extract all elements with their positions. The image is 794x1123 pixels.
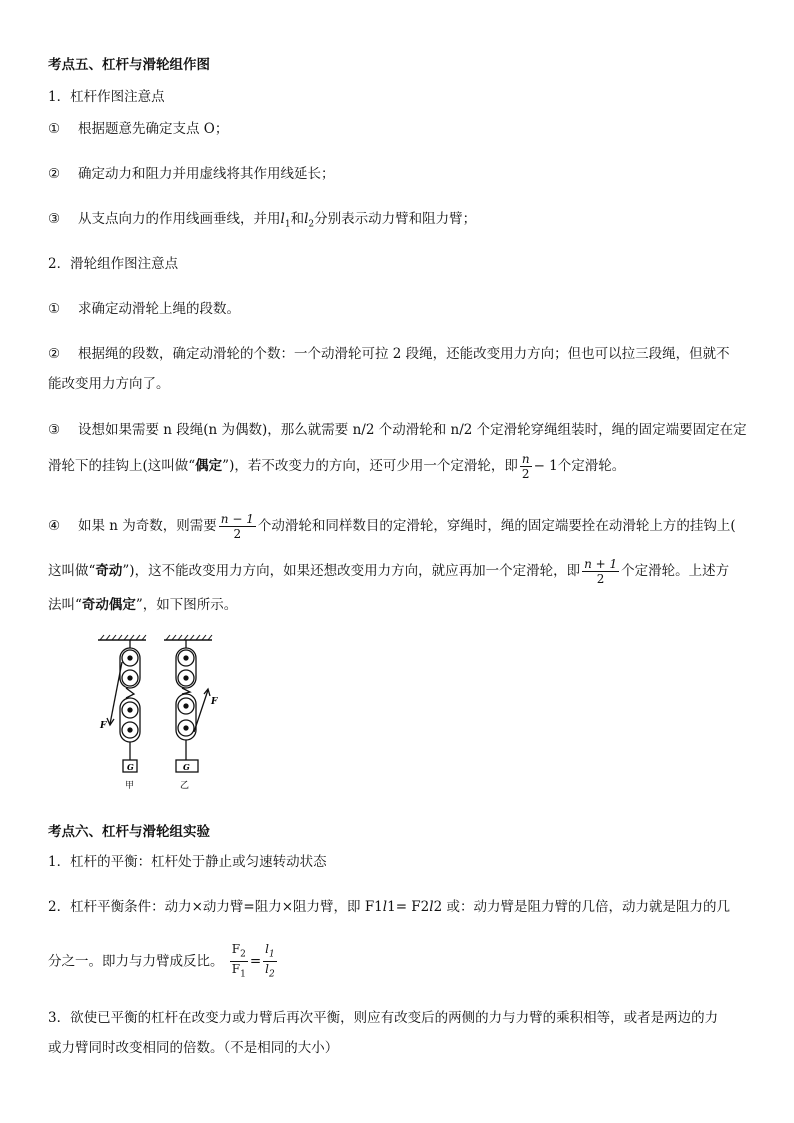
item-text: 个动滑轮和同样数目的定滑轮，穿绳时，绳的固定端要拴在动滑轮上方的挂钩上( xyxy=(257,518,736,534)
fraction-n-minus-1-over-2 xyxy=(219,512,256,541)
pulley-item-1 xyxy=(48,299,240,319)
item-text: 1= F2 xyxy=(387,899,430,915)
item-text: 分之一。即力与力臂成反比。 xyxy=(48,953,224,970)
subscript: 2 xyxy=(240,949,246,960)
item-text: 如果 n 为奇数，则需要 xyxy=(78,518,217,534)
item-text: 和 xyxy=(290,211,305,227)
subscript: 1 xyxy=(269,949,275,960)
caption-left: 甲 xyxy=(125,781,135,791)
section5-heading2: 2．滑轮组作图注意点 xyxy=(48,256,179,272)
item-text: ”)，这不能改变用力方向，如果还想改变用力方向，就应再加一个定滑轮，即 xyxy=(122,563,581,579)
item-marker: ④ xyxy=(48,518,61,534)
equals-sign: = xyxy=(249,953,262,970)
fraction-l1-over-l2 xyxy=(263,942,277,982)
pulley-set-right xyxy=(176,640,210,772)
pulley-item-3-line1 xyxy=(48,420,747,440)
pulley-set-left xyxy=(107,640,140,772)
fraction-denominator xyxy=(263,962,277,981)
symbol-l1: l xyxy=(280,211,285,227)
ceiling-left xyxy=(98,635,146,640)
pulley-item-4-line2 xyxy=(48,557,729,586)
section6-item-3-line1: 3．欲使已平衡的杠杆在改变力或力臂后再次平衡，则应有改变后的两侧的力与力臂的乘积相等，或者是两边的力 xyxy=(48,1010,719,1026)
ceiling-right xyxy=(164,635,212,640)
term-jidong-ouding: 奇动偶定 xyxy=(81,597,136,613)
section5-title: 考点五、杠杆与滑轮组作图 xyxy=(48,57,210,73)
item-marker: ③ xyxy=(48,211,61,227)
fraction-f2-over-f1 xyxy=(230,942,248,982)
formula-text: − 1 xyxy=(533,458,558,474)
item-text: 确定动力和阻力并用虚线将其作用线延长； xyxy=(78,166,335,182)
item-1 xyxy=(48,119,228,139)
section6-item-3-line2: 或力臂同时改变相同的倍数。（不是相同的大小） xyxy=(48,1040,339,1056)
item-text: 根据绳的段数，确定动滑轮的个数：一个动滑轮可拉 2 段绳，还能改变用力方向；但也可以拉三段绳，但就不 xyxy=(78,346,730,362)
item-text: 个定滑轮。 xyxy=(557,458,626,474)
item-marker: ① xyxy=(48,301,61,317)
pulley-system-figure xyxy=(92,632,222,792)
symbol-l: l xyxy=(429,899,434,915)
subscript: 2 xyxy=(269,969,275,980)
item-text: ”)，若不改变力的方向，还可少用一个定滑轮，即 xyxy=(222,458,518,474)
pulley-item-2-line2: 能改变用力方向了。 xyxy=(48,376,170,392)
item-marker: ② xyxy=(48,346,61,362)
fraction-numerator xyxy=(263,942,277,962)
item-text: 求确定动滑轮上绳的段数。 xyxy=(78,301,240,317)
force-label-left: F xyxy=(100,721,107,731)
symbol-l2: l xyxy=(304,211,309,227)
item-2 xyxy=(48,164,335,184)
fraction-numerator: n − 1 xyxy=(220,512,254,526)
item-text: ”，如下图所示。 xyxy=(135,597,238,613)
section6-item-1: 1．杠杆的平衡：杠杆处于静止或匀速转动状态 xyxy=(48,854,327,870)
fraction-denominator: 2 xyxy=(521,467,530,481)
fraction-numerator xyxy=(230,942,248,962)
weight-label-right: G xyxy=(183,762,190,772)
fraction-denominator: 2 xyxy=(596,572,605,586)
pulley-item-2-line1 xyxy=(48,344,730,364)
item-marker: ① xyxy=(48,121,61,137)
subscript: 2 xyxy=(308,219,315,230)
item-text: 2．杠杆平衡条件：动力×动力臂=阻力×阻力臂，即 F1 xyxy=(48,899,383,915)
symbol-l: l xyxy=(382,899,388,915)
item-text: 个定滑轮。上述方 xyxy=(621,563,730,579)
item-text: 分别表示动力臂和阻力臂； xyxy=(314,211,477,227)
symbol-f: F xyxy=(231,962,241,977)
section5-heading1: 1．杠杆作图注意点 xyxy=(48,89,165,105)
symbol-l: l xyxy=(265,962,270,977)
weight-label-left: G xyxy=(127,762,134,772)
section6-title: 考点六、杠杆与滑轮组实验 xyxy=(48,824,210,840)
fraction-numerator: n xyxy=(521,452,530,466)
fraction-n-plus-1-over-2 xyxy=(582,557,619,586)
item-text: 法叫“ xyxy=(48,597,82,613)
caption-right: 乙 xyxy=(180,781,190,791)
term-ouding: 偶定 xyxy=(195,458,223,474)
fraction-denominator xyxy=(230,962,248,981)
force-label-right: F xyxy=(211,697,218,707)
item-3 xyxy=(48,209,476,235)
item-text: 滑轮下的挂钩上(这叫做“ xyxy=(48,458,196,474)
symbol-f: F xyxy=(231,942,241,956)
item-text: 从支点向力的作用线画垂线，并用 xyxy=(78,211,281,227)
pulley-item-3-line2 xyxy=(48,452,625,481)
item-marker: ③ xyxy=(48,422,61,438)
item-text: 根据题意先确定支点 O； xyxy=(78,121,229,137)
section6-item-2-line1 xyxy=(48,897,730,917)
section6-item-2-line2 xyxy=(48,942,279,982)
term-jidong: 奇动 xyxy=(95,563,123,579)
symbol-l: l xyxy=(265,942,270,956)
subscript: 1 xyxy=(284,219,291,230)
pulley-item-4-line1 xyxy=(48,512,736,541)
item-text: 设想如果需要 n 段绳(n 为偶数)，那么就需要 n/2 个动滑轮和 n/2 个定滑轮穿绳组装时，绳的固定端要固定在定 xyxy=(78,422,747,438)
fraction-numerator: n + 1 xyxy=(584,557,618,571)
pulley-item-4-line3 xyxy=(48,595,237,615)
fraction-n-over-2 xyxy=(520,452,532,481)
item-text: 这叫做“ xyxy=(48,563,96,579)
item-text: 2 或：动力臂是阻力臂的几倍，动力就是阻力的几 xyxy=(433,899,730,915)
item-marker: ② xyxy=(48,166,61,182)
subscript: 1 xyxy=(240,969,246,980)
fraction-denominator: 2 xyxy=(233,527,242,541)
